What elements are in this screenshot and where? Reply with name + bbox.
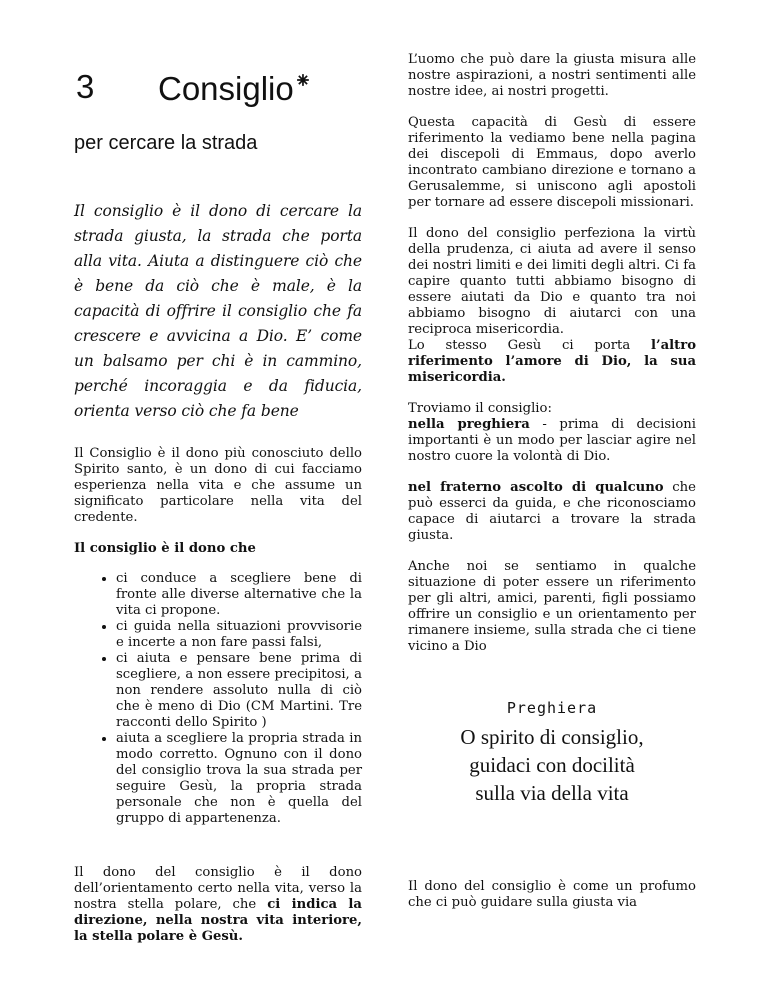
paragraph-text: - prima di decisioni importanti è un modo per lasciar agire nel nostro cuore la volontà di Dio. bbox=[408, 417, 696, 464]
asterisk-icon: ⁕ bbox=[293, 68, 313, 93]
paragraph bbox=[408, 226, 696, 386]
paragraph-text: Troviamo il consiglio: bbox=[408, 401, 552, 416]
prayer-line: sulla via della vita bbox=[475, 781, 629, 805]
paragraph-text: Lo stesso Gesù ci porta bbox=[408, 338, 651, 353]
paragraph: Anche noi se sentiamo in qualche situazione di poter essere un riferimento per gli altri, amici, parenti, figli possiamo offrire un consiglio e un orientamento per rimanere insieme, sulla strada che ci tiene vicino a Dio bbox=[408, 559, 696, 654]
intro-paragraph: Il consiglio è il dono di cercare la strada giusta, la strada che porta alla vita. Aiuta a distinguere ciò che è bene da ciò che è male, è la capacità di offrire il consiglio che fa crescere e avvicina a Dio. E’ come un balsamo per chi è in cammino, perché incoraggia e da fiducia, orienta verso ciò che fa bene bbox=[74, 202, 362, 420]
prayer-line: O spirito di consiglio, bbox=[460, 725, 644, 749]
title-word-wrap bbox=[158, 68, 312, 108]
list-item: • ci conduce a scegliere bene di fronte alle diverse alternative che la vita ci propone. bbox=[116, 571, 362, 619]
closing-paragraph bbox=[74, 865, 362, 945]
list-item: • ci aiuta e pensare bene prima di scegliere, a non essere precipitosi, a non rendere assoluto nulla di ciò che è meno di Dio (CM Martini. Tre racconti dello Spirito ) bbox=[116, 651, 362, 731]
closing-bold: ci indica la direzione, nella nostra vita interiore, la stella polare è Gesù. bbox=[74, 897, 362, 944]
section-number: 3 bbox=[76, 68, 95, 105]
gift-list bbox=[74, 571, 362, 827]
list-heading: Il consiglio è il dono che bbox=[74, 541, 256, 556]
left-column bbox=[74, 68, 362, 945]
subtitle: per cercare la strada bbox=[74, 132, 258, 154]
list-item: • aiuta a scegliere la propria strada in modo corretto. Ognuno con il dono del consiglio trova la sua strada per seguire Gesù, la propria strada personale che non è quella del gruppo di appartenenza. bbox=[116, 731, 362, 827]
list-item: • ci guida nella situazioni provvisorie e incerte a non fare passi falsi, bbox=[116, 619, 362, 651]
paragraph-text: Il dono del consiglio perfeziona la virtù della prudenza, ci aiuta ad avere il senso dei nostri limiti e dei limiti degli altri. Ci fa capire quanto tutti abbiamo bisogno di essere aiutati da Dio e quanto tra noi abbiamo bisogno di aiutarci con una reciproca misericordia. bbox=[408, 226, 696, 337]
paragraph-text: che può esserci da guida, e che riconosciamo capace di aiutarci a trovare la strada giusta. bbox=[408, 480, 696, 543]
prayer-line: guidaci con docilità bbox=[469, 753, 635, 777]
bold-text: nel fraterno ascolto di qualcuno bbox=[408, 480, 664, 495]
bold-text: l’altro riferimento l’amore di Dio, la sua misericordia. bbox=[408, 338, 696, 385]
right-column bbox=[408, 52, 696, 911]
paragraph: Il Consiglio è il dono più conosciuto dello Spirito santo, è un dono di cui facciamo esperienza nella vita e che assume un significato particolare nella vita del credente. bbox=[74, 446, 362, 525]
title-text: Consiglio bbox=[158, 70, 294, 107]
paragraph: L’uomo che può dare la giusta misura alle nostre aspirazioni, a nostri sentimenti alle nostre idee, ai nostri progetti. bbox=[408, 52, 696, 99]
paragraph bbox=[408, 480, 696, 544]
closing-text: Il dono del consiglio è il dono dell’orientamento certo nella vita, verso la nostra stella polare, che bbox=[74, 865, 362, 912]
section-title bbox=[74, 68, 362, 114]
bold-text: nella preghiera bbox=[408, 417, 530, 432]
paragraph bbox=[408, 401, 696, 465]
prayer-heading: Preghiera bbox=[506, 699, 598, 717]
paragraph: Questa capacità di Gesù di essere riferimento la vediamo bene nella pagina dei discepoli di Emmaus, dopo averlo incontrato cambiano direzione e tornano a Gerusalemme, si uniscono agli apostoli per tornare ad essere discepoli missionari. bbox=[408, 115, 696, 210]
final-paragraph: Il dono del consiglio è come un profumo che ci può guidare sulla giusta via bbox=[408, 879, 696, 910]
